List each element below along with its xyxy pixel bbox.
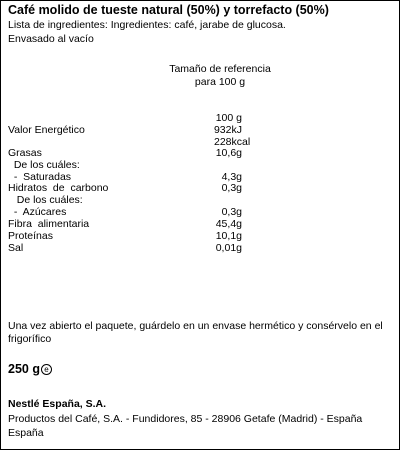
reference-size-label: Tamaño de referencia [169, 63, 271, 75]
company-address: Productos del Café, S.A. - Fundidores, 85 - 28906 Getafe (Madrid) - España [8, 413, 363, 425]
nutrient-label: Hidratos de carbono [8, 182, 109, 194]
nutrient-label: Sal [8, 242, 24, 254]
nutrient-value: 10,1g [215, 230, 242, 242]
ingredients-list: Lista de ingredientes: Ingredientes: café, jarabe de glucosa. [8, 19, 286, 31]
nutrient-value: 10,6g [215, 147, 242, 159]
packaging-note: Envasado al vacío [8, 33, 94, 45]
nutrient-label: Valor Energético [8, 124, 85, 136]
nutrient-value: 228kcal [214, 136, 251, 148]
nutrient-value: 0,01g [215, 242, 242, 254]
reference-size-amount: para 100 g [194, 76, 246, 88]
nutrient-label: Proteínas [8, 230, 53, 242]
nutrient-value: 0,3g [221, 206, 242, 218]
net-weight-value: 250 g [8, 362, 40, 376]
nutrient-value: 932kJ [213, 124, 242, 136]
storage-instructions-cont: frigorífico [8, 333, 52, 345]
company-name: Nestlé España, S.A. [8, 398, 107, 410]
net-weight [8, 362, 52, 376]
nutrient-value: 4,3g [221, 171, 242, 183]
nutrient-label: Fibra alimentaria [8, 218, 90, 230]
nutrient-label: - Saturadas [8, 171, 72, 183]
product-title: Café molido de tueste natural (50%) y torrefacto (50%) [8, 3, 329, 17]
nutrient-label: - Azúcares [8, 206, 67, 218]
nutrient-label: De los cuáles: [8, 159, 80, 171]
storage-instructions: Una vez abierto el paquete, guárdelo en un envase hermético y consérvelo en el [8, 320, 383, 332]
nutrient-value: 45,4g [215, 218, 242, 230]
estimated-sign-icon: e [41, 364, 52, 375]
company-country: España [8, 427, 44, 439]
nutrient-value: 0,3g [221, 182, 242, 194]
nutrient-label: Grasas [8, 147, 42, 159]
nutrition-unit-header: 100 g [215, 112, 242, 124]
nutrient-label: De los cuáles: [8, 194, 83, 206]
